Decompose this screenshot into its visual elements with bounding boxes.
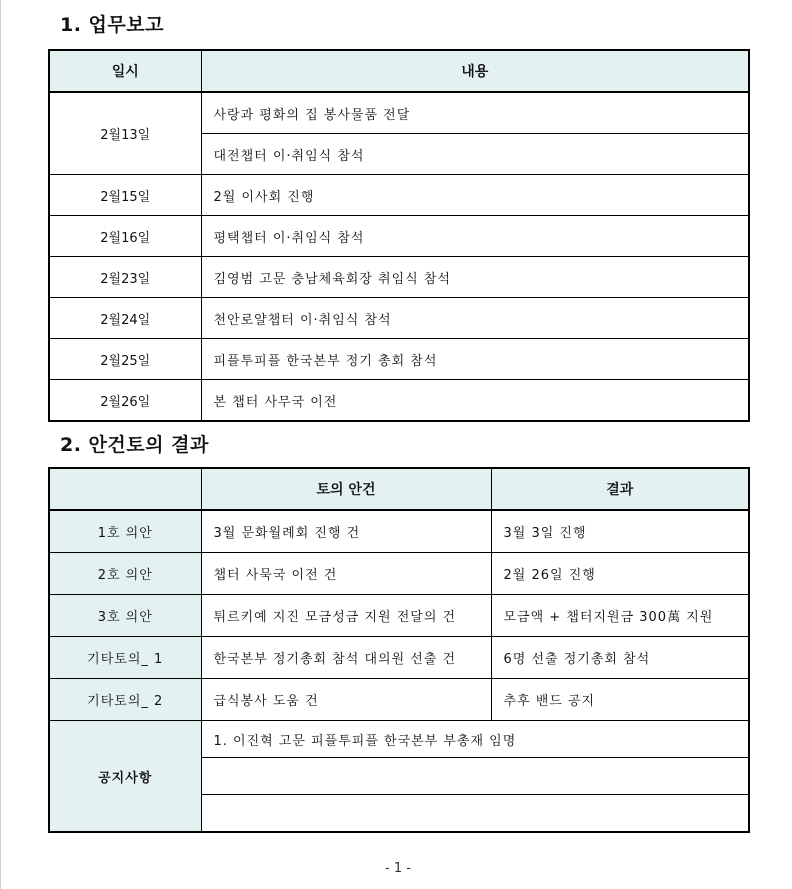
table-header-row: [49, 468, 749, 510]
row-content: 피플투피플 한국본부 정기 총회 참석: [201, 339, 749, 380]
table-header-row: [49, 50, 749, 92]
notice-label: 공지사항: [49, 721, 201, 833]
table-row: [49, 175, 749, 216]
row-content: 김영범 고문 충남체육회장 취임식 참석: [201, 257, 749, 298]
table-row: [49, 380, 749, 422]
table-row: [49, 553, 749, 595]
row-agenda: 급식봉사 도움 건: [201, 679, 491, 721]
row-item: 1호 의안: [49, 510, 201, 553]
row-content: 2월 이사회 진행: [201, 175, 749, 216]
row-date: 2월16일: [49, 216, 201, 257]
row-result: 모금액 + 챕터지원금 300萬 지원: [491, 595, 749, 637]
table-row: [49, 298, 749, 339]
header-date: 일시: [49, 50, 201, 92]
notice-line: 1. 이진혁 고문 피플투피플 한국본부 부총재 임명: [201, 721, 749, 758]
row-date: 2월24일: [49, 298, 201, 339]
row-item: 3호 의안: [49, 595, 201, 637]
row-item: 기타토의_ 1: [49, 637, 201, 679]
table-row: [49, 216, 749, 257]
row-agenda: 튀르키예 지진 모금성금 지원 전달의 건: [201, 595, 491, 637]
row-date: 2월25일: [49, 339, 201, 380]
header-agenda: 토의 안건: [201, 468, 491, 510]
work-report-table: [48, 49, 750, 422]
row-content: 본 챕터 사무국 이전: [201, 380, 749, 422]
row-content: 사랑과 평화의 집 봉사물품 전달: [201, 92, 749, 134]
table-row: [49, 339, 749, 380]
row-result: 3월 3일 진행: [491, 510, 749, 553]
notice-row: [49, 721, 749, 758]
row-agenda: 한국본부 정기총회 참석 대의원 선출 건: [201, 637, 491, 679]
row-item: 2호 의안: [49, 553, 201, 595]
table-row: [49, 510, 749, 553]
table-row: [49, 257, 749, 298]
notice-line: [201, 758, 749, 795]
row-result: 2월 26일 진행: [491, 553, 749, 595]
section-title-work-report: 1. 업무보고: [60, 14, 164, 36]
row-content: 천안로얄챕터 이·취임식 참석: [201, 298, 749, 339]
header-item: [49, 468, 201, 510]
row-content: 평택챕터 이·취임식 참석: [201, 216, 749, 257]
page-left-edge: [0, 0, 1, 889]
table-row: [49, 637, 749, 679]
row-agenda: 3월 문화월례회 진행 건: [201, 510, 491, 553]
table-row: [49, 92, 749, 134]
row-date: 2월23일: [49, 257, 201, 298]
row-content: 대전챕터 이·취임식 참석: [201, 134, 749, 175]
row-date: 2월26일: [49, 380, 201, 422]
table-row: [49, 679, 749, 721]
header-result: 결과: [491, 468, 749, 510]
page-number: - 1 -: [385, 861, 411, 876]
row-result: 6명 선출 정기총회 참석: [491, 637, 749, 679]
section-title-agenda-results: 2. 안건토의 결과: [60, 434, 209, 456]
agenda-results-table: [48, 467, 750, 833]
header-content: 내용: [201, 50, 749, 92]
row-item: 기타토의_ 2: [49, 679, 201, 721]
row-result: 추후 밴드 공지: [491, 679, 749, 721]
row-date: 2월13일: [49, 92, 201, 175]
notice-line: [201, 795, 749, 833]
row-date: 2월15일: [49, 175, 201, 216]
row-agenda: 챕터 사묵국 이전 건: [201, 553, 491, 595]
table-row: [49, 595, 749, 637]
